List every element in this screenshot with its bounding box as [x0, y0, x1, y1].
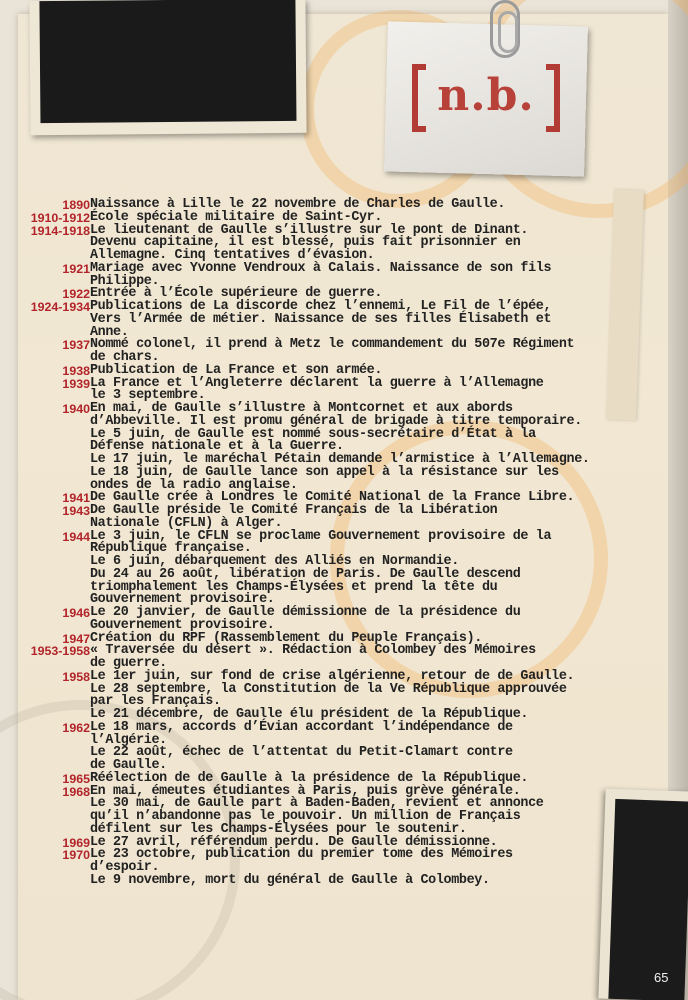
entry-text: Le 3 juin, le CFLN se proclame Gouvernement provisoire de la République française. Le 6 juin, débarquement des Alliés en Normandie. Du 24 au 26 août, libération de Paris. De Gaulle descend triomphalement les Champs-Élysées et prend la tête du Gouvernement provisoire. — [90, 528, 552, 608]
entry-year: 1970 — [62, 848, 90, 863]
chronology-entry — [0, 849, 660, 887]
entry-text: École spéciale militaire de Saint-Cyr. — [90, 209, 383, 225]
entry-text: En mai, de Gaulle s’illustre à Montcornet et aux abords d’Abbeville. Il est promu général de brigade à titre temporaire. Le 5 juin, de Gaulle est nommé sous-secrétaire d’État à la Défense nationale et à la Guerre. Le 17 juin, le maréchal Pétain demande l’armistice à l’Allemagne. Le 18 juin, de Gaulle lance son appel à la résistance sur les ondes de la radio anglaise. — [90, 401, 590, 493]
nb-stamp-badge — [412, 64, 560, 132]
entry-year: 1938 — [62, 363, 90, 378]
entry-year: 1953-1958 — [30, 644, 90, 659]
entry-year: 1914-1918 — [30, 223, 90, 238]
photo-placeholder — [608, 799, 688, 1000]
entry-year: 1965 — [62, 771, 90, 786]
entry-text: Entrée à l’École supérieure de guerre. — [90, 286, 383, 302]
entry-year: 1910-1912 — [30, 210, 90, 225]
chronology-entry — [0, 783, 660, 837]
chronology-list — [0, 199, 660, 888]
chronology-entry — [0, 301, 660, 339]
entry-year: 1941 — [62, 491, 90, 506]
entry-text: Naissance à Lille le 22 novembre de Charles de Gaulle. — [90, 197, 506, 212]
entry-year: 1890 — [62, 198, 90, 212]
photo-frame-top-left — [29, 0, 306, 135]
photo-placeholder — [39, 0, 296, 123]
nb-stamp-text: n.b. — [437, 70, 535, 121]
entry-text: Publications de La discorde chez l’ennemi, Le Fil de l’épée, Vers l’Armée de métier. Naissance de ses filles Élisabeth et Anne. — [90, 299, 552, 340]
entry-year: 1968 — [62, 784, 90, 799]
entry-year: 1944 — [62, 529, 90, 544]
entry-text: En mai, émeutes étudiantes à Paris, puis grève générale. Le 30 mai, de Gaulle part à Baden-Baden, revient et annonce qu’il n’abandonne pas le pouvoir. Un million de Français défilent sur les Champs-Élysées pour le soutenir. — [90, 783, 544, 837]
entry-text: La France et l’Angleterre déclarent la guerre à l’Allemagne le 3 septembre. — [90, 375, 544, 404]
entry-year: 1943 — [62, 504, 90, 518]
entry-year: 1939 — [62, 376, 90, 391]
chronology-entry — [0, 528, 660, 608]
chronology-entry — [0, 607, 660, 633]
chronology-entry — [0, 668, 660, 722]
entry-text: Le lieutenant de Gaulle s’illustre sur le pont de Dinant. Devenu capitaine, il est blessé, puis fait prisonnier en Allemagne. Cinq tentatives d’évasion. — [90, 222, 529, 263]
chronology-entry — [0, 222, 660, 263]
entry-text: Réélection de de Gaulle à la présidence de la République. — [90, 770, 529, 786]
entry-year: 1924-1934 — [30, 300, 90, 314]
paperclip-icon — [490, 0, 520, 58]
entry-year: 1922 — [62, 287, 90, 302]
entry-text: De Gaulle préside le Comité Français de la Libération Nationale (CFLN) à Alger. — [90, 503, 498, 531]
entry-text: Le 27 avril, référendum perdu. De Gaulle démissionne. — [90, 834, 498, 850]
entry-year: 1969 — [62, 835, 90, 850]
entry-text: Publication de La France et son armée. — [90, 362, 383, 378]
chronology-entry — [0, 645, 660, 671]
chronology-entry — [0, 260, 660, 289]
entry-year: 1937 — [62, 338, 90, 353]
page-number: 65 — [654, 970, 669, 985]
entry-text: De Gaulle crée à Londres le Comité National de la France Libre. — [90, 490, 575, 506]
chronology-entry — [0, 339, 660, 365]
chronology-entry — [0, 719, 660, 773]
entry-text: Création du RPF (Rassemblement du Peuple Français). — [90, 630, 482, 646]
entry-text: Le 1er juin, sur fond de crise algérienne, retour de de Gaulle. Le 28 septembre, la Constitution de la Ve République approuvée par les Français. Le 21 décembre, de Gaulle élu président de la République. — [90, 668, 575, 722]
entry-year: 1947 — [62, 631, 90, 646]
entry-year: 1946 — [62, 606, 90, 620]
entry-text: Nommé colonel, il prend à Metz le commandement du 507e Régiment de chars. — [90, 337, 575, 365]
photo-frame-bottom-right — [598, 789, 688, 1000]
entry-text: Le 20 janvier, de Gaulle démissionne de la présidence du Gouvernement provisoire. — [90, 605, 521, 633]
chronology-entry — [0, 375, 660, 404]
entry-text: Le 18 mars, accords d’Évian accordant l’indépendance de l’Algérie. Le 22 août, échec de l’attentat du Petit-Clamart contre de Gaulle. — [90, 719, 513, 773]
chronology-entry — [0, 403, 660, 492]
chronology-entry — [0, 505, 660, 531]
entry-year: 1921 — [62, 261, 90, 276]
entry-year: 1940 — [62, 402, 90, 416]
entry-year: 1962 — [62, 720, 90, 735]
entry-text: Le 23 octobre, publication du premier tome des Mémoires d’espoir. Le 9 novembre, mort du général de Gaulle à Colombey. — [90, 847, 513, 888]
entry-year: 1958 — [62, 669, 90, 684]
entry-text: Mariage avec Yvonne Vendroux à Calais. Naissance de son fils Philippe. — [90, 260, 552, 289]
entry-text: « Traversée du désert ». Rédaction à Colombey des Mémoires de guerre. — [90, 643, 536, 671]
